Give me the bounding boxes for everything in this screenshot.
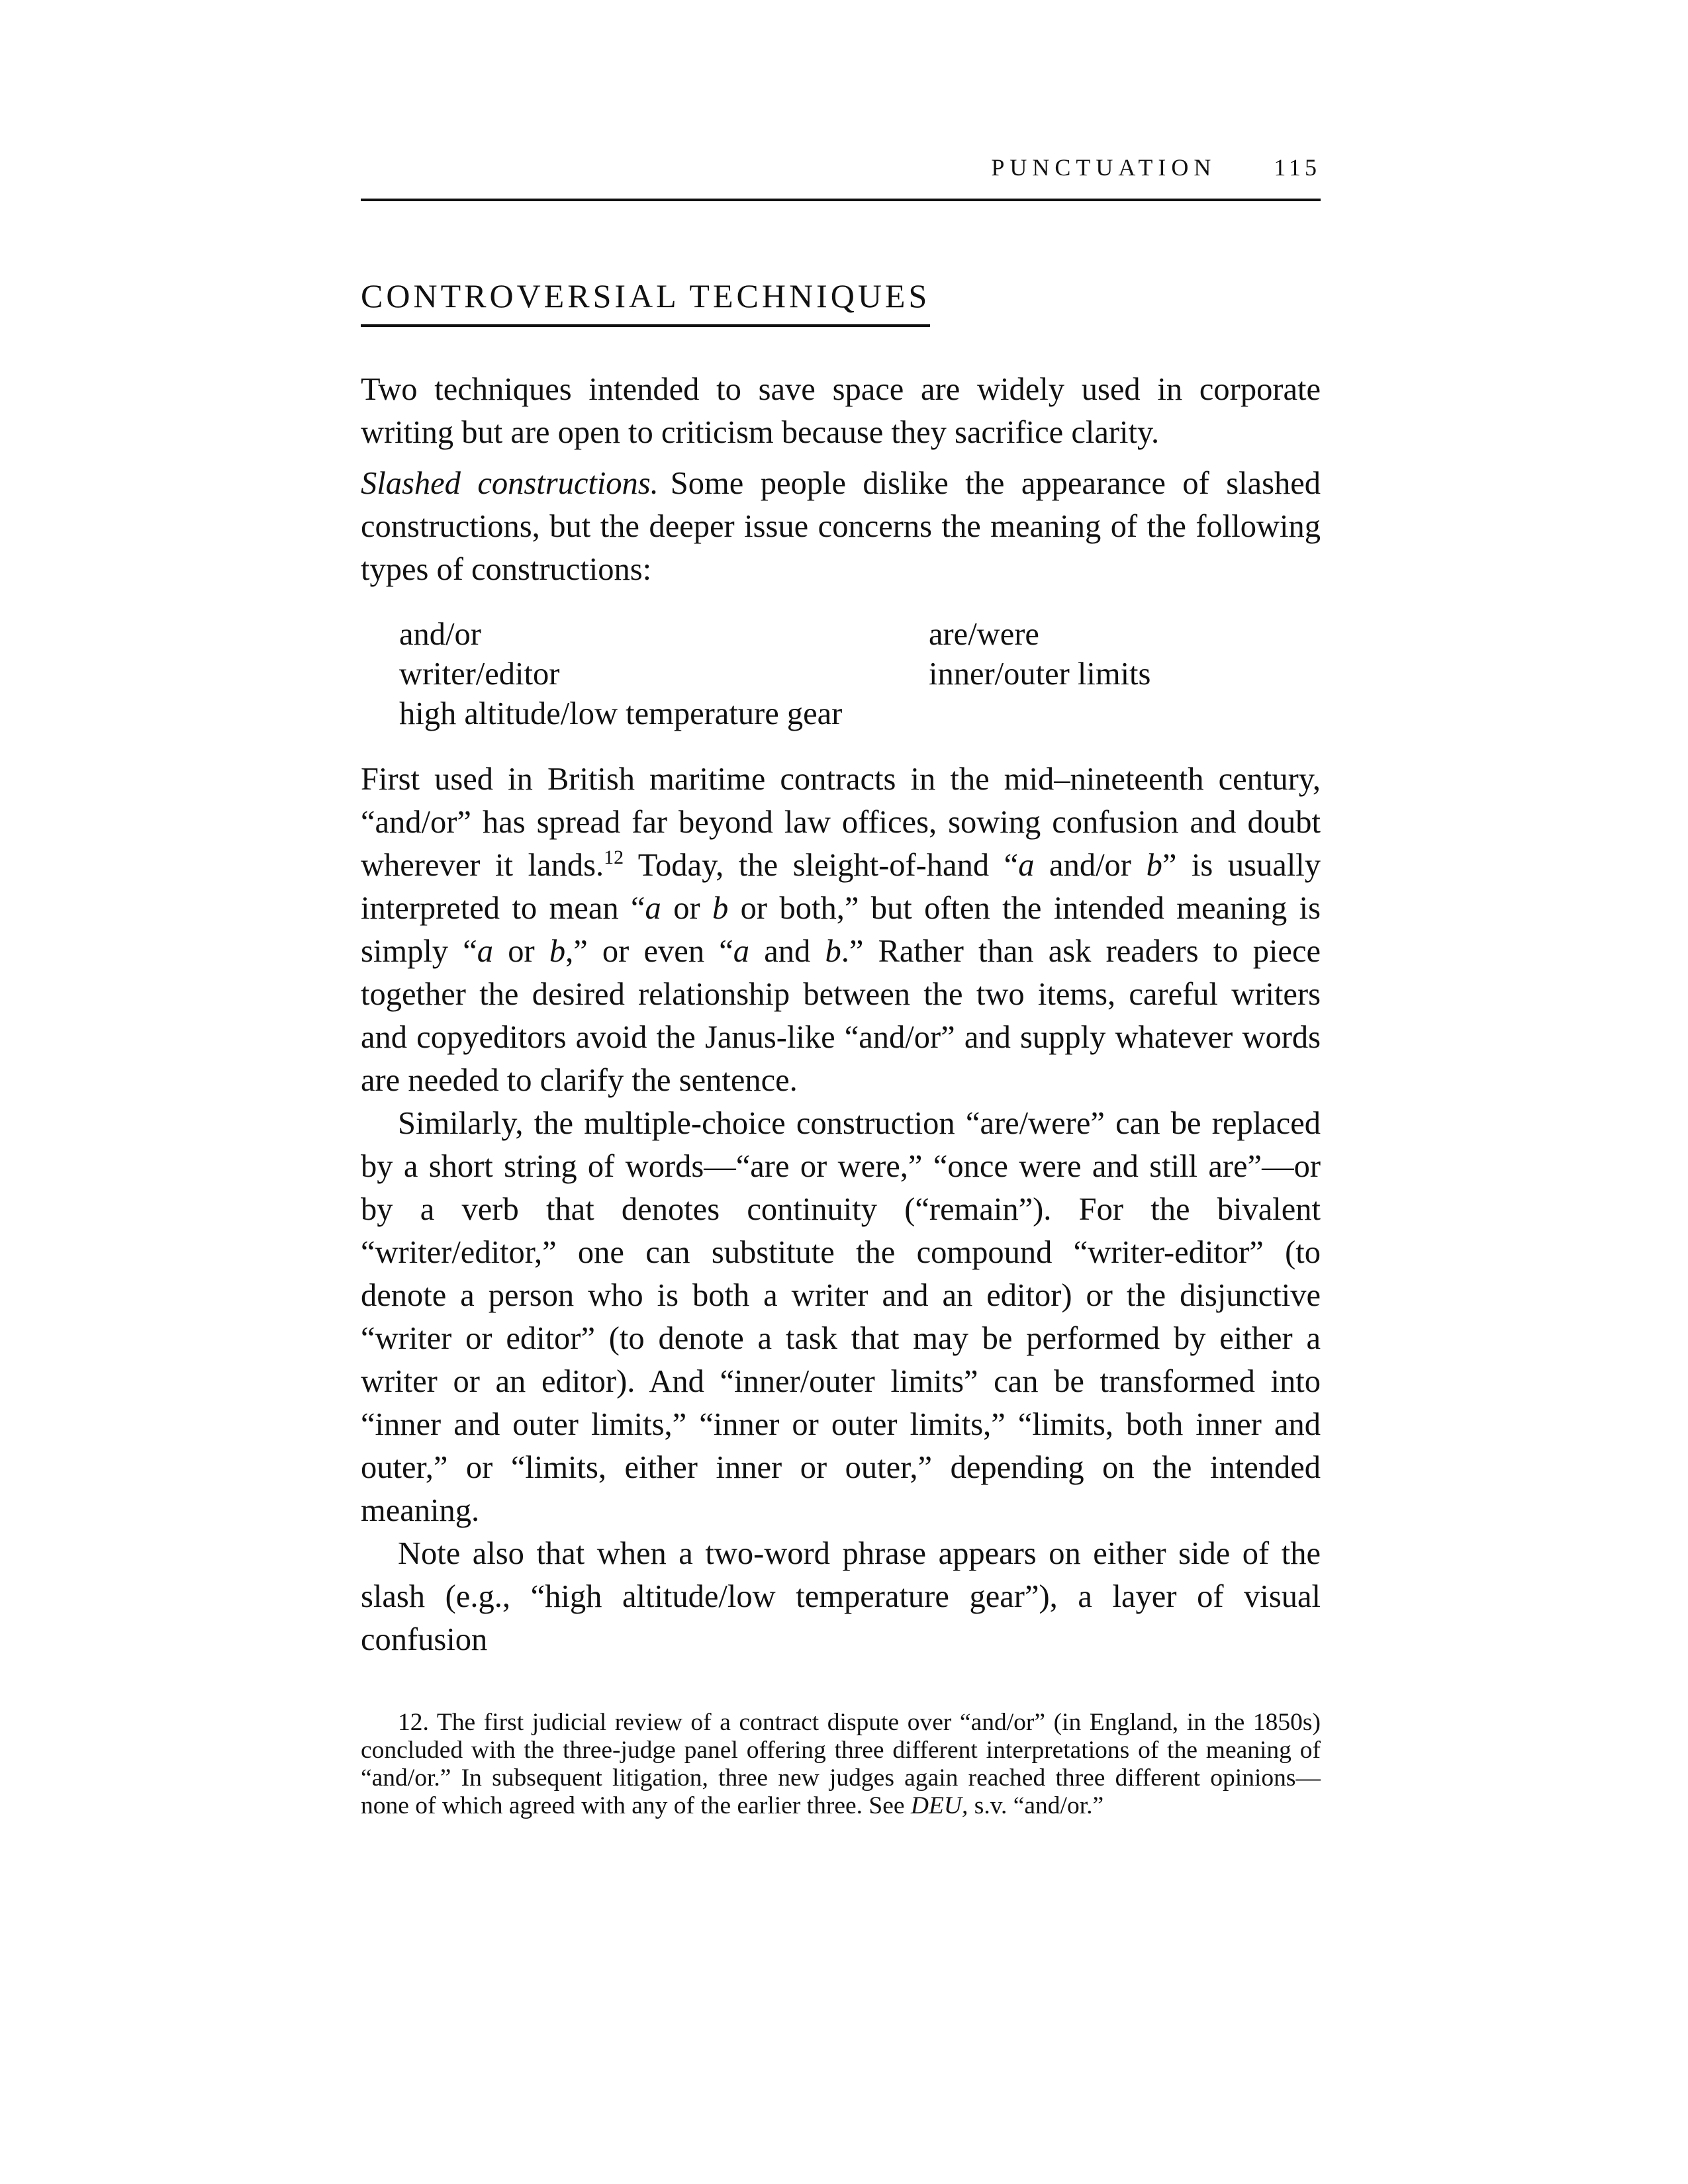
slashed-text: Some people dislike the appearance of slashed constructions, but the deeper issue concerns the meaning of the following types of constructions:: [361, 466, 1321, 587]
text-run: s.v. “and/or.”: [968, 1792, 1104, 1819]
italic-variable: a: [1018, 848, 1035, 883]
text-run: and: [749, 934, 825, 969]
text-run: or both,” but often the intended meaning is simply “: [361, 891, 1321, 969]
paragraph-and-or: [361, 758, 1321, 1102]
example-item: are/were: [929, 617, 1039, 652]
footnote-12: [361, 1709, 1321, 1820]
running-head-title: PUNCTUATION: [991, 154, 1217, 181]
intro-paragraph: Two techniques intended to save space are widely used in corporate writing but are open to criticism because they sacrifice clarity.: [361, 372, 1321, 450]
body-text: [361, 368, 1321, 1661]
page-number: 115: [1274, 154, 1321, 181]
italic-variable: b: [712, 891, 729, 926]
text-run: First used in British maritime contracts in the mid–nineteenth century, “and/or” has spread far beyond law offices, sowing confusion and doubt wherever it lands.: [361, 762, 1321, 883]
examples-left-column: [399, 615, 929, 734]
paragraph-note-also: Note also that when a two-word phrase appears on either side of the slash (e.g., “high altitude/low temperature gear”), a layer of visual confusion: [361, 1536, 1321, 1657]
text-run: or: [661, 891, 713, 926]
footnotes: [361, 1709, 1321, 1820]
text-run: or: [493, 934, 549, 969]
text-run: Today, the sleight-of-hand “: [624, 848, 1019, 883]
text-run: .” Rather than ask readers to piece together the desired relationship between the two items, careful writers and copyeditors avoid the Janus-like “and/or” and supply whatever words are needed to clarify the sentence.: [361, 934, 1321, 1098]
footnote-reference[interactable]: 12: [604, 846, 624, 868]
text-run: and/or: [1034, 848, 1147, 883]
footnote-number: 12.: [398, 1709, 429, 1736]
runin-head: Slashed constructions.: [361, 466, 659, 501]
text-run: The first judicial review of a contract dispute over “and/or” (in England, in the 1850s) concluded with the three-judge panel offering three different interpretations of the meaning of “and/or.” In subsequent litigation, three new judges again reached three different opinions—none of which agreed with any of the earlier three. See: [361, 1709, 1321, 1819]
section-heading: CONTROVERSIAL TECHNIQUES: [361, 277, 930, 327]
text-run: ,” or even “: [565, 934, 733, 969]
text-run: ” is usually interpreted to mean “: [361, 848, 1321, 926]
example-item: writer/editor: [399, 657, 560, 692]
header-rule: [361, 199, 1321, 201]
examples-list: [399, 615, 1321, 734]
running-head: [991, 154, 1321, 181]
italic-variable: a: [645, 891, 661, 926]
italic-variable: a: [477, 934, 494, 969]
example-item: inner/outer limits: [929, 657, 1151, 692]
example-item: high altitude/low temperature gear: [399, 696, 843, 731]
example-item: and/or: [399, 617, 481, 652]
italic-variable: b: [1146, 848, 1162, 883]
italic-variable: b: [825, 934, 841, 969]
slashed-constructions-paragraph: [361, 462, 1321, 591]
source-abbreviation: DEU,: [910, 1792, 968, 1819]
italic-variable: b: [549, 934, 566, 969]
paragraph-similarly: Similarly, the multiple-choice construction “are/were” can be replaced by a short string of words—“are or were,” “once were and still are”—or by a verb that denotes continuity (“remain”). For the bivalent “writer/editor,” one can substitute the compound “writer-editor” (to denote a person who is both a writer and an editor) or the disjunctive “writer or editor” (to denote a task that may be performed by either a writer or an editor). And “inner/outer limits” can be transformed into “inner and outer limits,” “inner or outer limits,” “limits, both inner and outer,” or “limits, either inner or outer,” depending on the intended meaning.: [361, 1106, 1321, 1528]
examples-right-column: [929, 615, 1326, 734]
italic-variable: a: [733, 934, 750, 969]
